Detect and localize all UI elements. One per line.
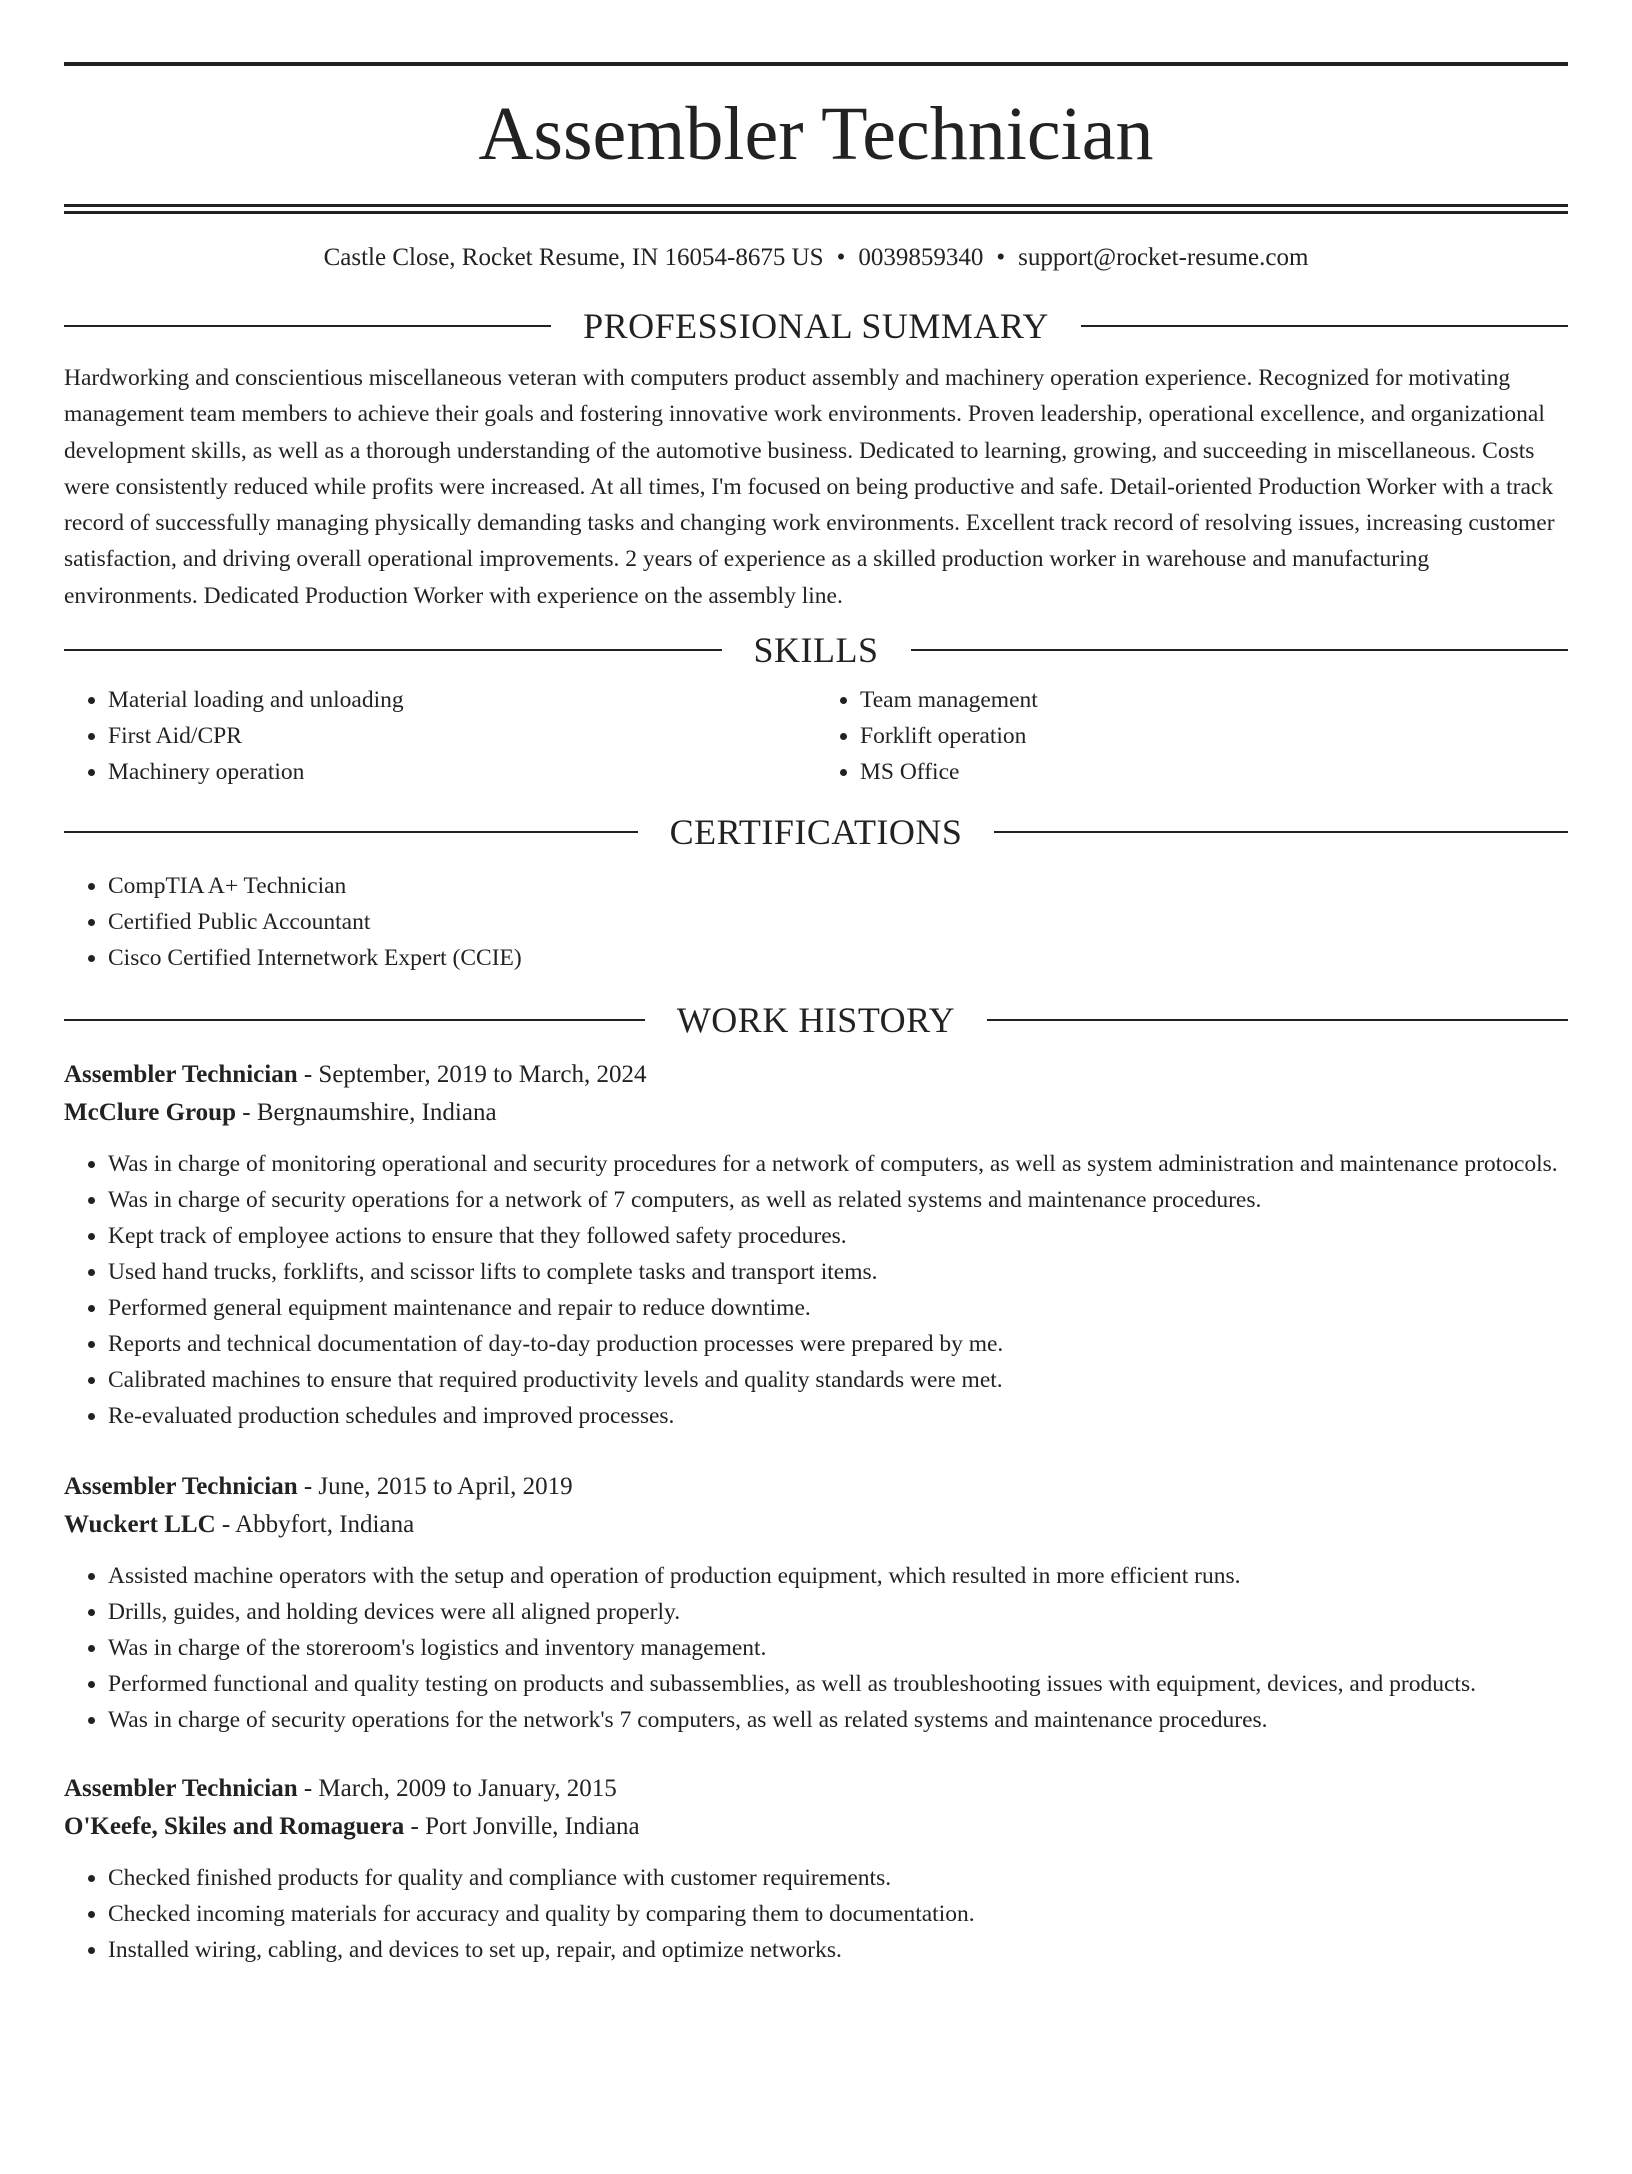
job-role-line [64, 1770, 1568, 1808]
job-dates: - June, 2015 to April, 2019 [297, 1473, 573, 1501]
job-duties-list [64, 1860, 1568, 1968]
job-company-line [64, 1808, 1568, 1846]
job-duty: • Was in charge of monitoring operational and security procedures for a network of computers, as well as system administration and maintenance protocols. [108, 1146, 1568, 1182]
job-company-line [64, 1094, 1568, 1132]
work-title: WORK HISTORY [676, 1000, 956, 1041]
job-role: Assembler Technician [64, 1061, 298, 1089]
job-role-line [64, 1056, 1568, 1094]
job-company: Wuckert LLC [64, 1511, 216, 1539]
job-location: - Bergnaumshire, Indiana [236, 1099, 497, 1127]
heading-rule [64, 649, 722, 651]
contact-separator: • [996, 244, 1006, 271]
job-duty: • Checked finished products for quality and compliance with customer requirements. [108, 1860, 1568, 1896]
skill-item: • MS Office [860, 754, 1568, 790]
summary-text: Hardworking and conscientious miscellaneous veteran with computers product assembly and machinery operation experience. Recognized for motivating management team members to achieve their goals and fostering innovative work environments. Proven leadership, operational excellence, and organizational development skills, as well as a thorough understanding of the automotive business. Dedicated to learning, growing, and succeeding in miscellaneous. Costs were consistently reduced while profits were increased. At all times, I'm focused on being productive and safe. Detail-oriented Production Worker with a track record of successfully managing physically demanding tasks and changing work environments. Excellent track record of resolving issues, increasing customer satisfaction, and driving overall operational improvements. 2 years of experience as a skilled production worker in warehouse and manufacturing environments. Dedicated Production Worker with experience on the assembly line. [64, 365, 1555, 609]
contact-separator: • [836, 244, 846, 271]
skill-item: • Forklift operation [860, 718, 1568, 754]
job-duty: • Was in charge of security operations for a network of 7 computers, as well as related systems and maintenance procedures. [108, 1182, 1568, 1218]
job-role: Assembler Technician [64, 1775, 298, 1803]
skills-right-list [816, 682, 1568, 790]
job-duty: • Was in charge of security operations for the network's 7 computers, as well as related systems and maintenance procedures. [108, 1702, 1568, 1738]
job-duty: • Used hand trucks, forklifts, and scissor lifts to complete tasks and transport items. [108, 1254, 1568, 1290]
contact-phone: 0039859340 [858, 244, 984, 271]
job-entry [64, 1468, 1568, 1738]
heading-rule [987, 1019, 1568, 1021]
work-heading [64, 998, 1568, 1042]
job-company: McClure Group [64, 1099, 236, 1127]
contact-line [64, 242, 1568, 274]
heading-rule [64, 325, 551, 327]
summary-heading [64, 304, 1568, 348]
skills-grid [64, 682, 1568, 790]
job-duty: • Performed functional and quality testing on products and subassemblies, as well as troubleshooting issues with equipment, devices, and products. [108, 1666, 1568, 1702]
job-dates: - September, 2019 to March, 2024 [297, 1061, 647, 1089]
heading-rule [1081, 325, 1568, 327]
job-entry [64, 1770, 1568, 1968]
skill-item: • Material loading and unloading [108, 682, 816, 718]
job-duty: • Assisted machine operators with the setup and operation of production equipment, which resulted in more efficient runs. [108, 1558, 1568, 1594]
job-company: O'Keefe, Skiles and Romaguera [64, 1813, 405, 1841]
skills-left-list [64, 682, 816, 790]
heading-rule [911, 649, 1569, 651]
certification-item: • CompTIA A+ Technician [108, 868, 1568, 904]
job-duty: • Checked incoming materials for accuracy and quality by comparing them to documentation. [108, 1896, 1568, 1932]
job-duty: • Performed general equipment maintenance and repair to reduce downtime. [108, 1290, 1568, 1326]
job-role-line [64, 1468, 1568, 1506]
job-dates: - March, 2009 to January, 2015 [297, 1775, 617, 1803]
resume-page [0, 62, 1632, 2174]
skill-item: • Team management [860, 682, 1568, 718]
job-duty: • Reports and technical documentation of day-to-day production processes were prepared by me. [108, 1326, 1568, 1362]
certifications-title: CERTIFICATIONS [669, 812, 963, 853]
job-duty: • Calibrated machines to ensure that required productivity levels and quality standards were met. [108, 1362, 1568, 1398]
double-rule [64, 204, 1568, 214]
job-role: Assembler Technician [64, 1473, 298, 1501]
top-rule [64, 62, 1568, 66]
job-duties-list [64, 1558, 1568, 1738]
resume-name: Assembler Technician [478, 92, 1154, 176]
heading-rule [994, 831, 1568, 833]
job-location: - Port Jonville, Indiana [404, 1813, 640, 1841]
skill-item: • First Aid/CPR [108, 718, 816, 754]
contact-email: support@rocket-resume.com [1018, 244, 1309, 271]
job-company-line [64, 1506, 1568, 1544]
job-entry [64, 1056, 1568, 1434]
job-duty: • Kept track of employee actions to ensure that they followed safety procedures. [108, 1218, 1568, 1254]
certification-item: • Cisco Certified Internetwork Expert (CCIE) [108, 940, 1568, 976]
heading-rule [64, 1019, 645, 1021]
job-duty: • Installed wiring, cabling, and devices to set up, repair, and optimize networks. [108, 1932, 1568, 1968]
certifications-list [64, 868, 1568, 976]
summary-title: PROFESSIONAL SUMMARY [583, 306, 1049, 346]
contact-address: Castle Close, Rocket Resume, IN 16054-8675 US [323, 244, 824, 271]
job-duty: • Drills, guides, and holding devices were all aligned properly. [108, 1594, 1568, 1630]
job-duties-list [64, 1146, 1568, 1434]
skill-item: • Machinery operation [108, 754, 816, 790]
job-location: - Abbyfort, Indiana [215, 1511, 415, 1539]
job-duty: • Re-evaluated production schedules and improved processes. [108, 1398, 1568, 1434]
skills-heading [64, 628, 1568, 672]
certifications-heading [64, 810, 1568, 854]
job-duty: • Was in charge of the storeroom's logistics and inventory management. [108, 1630, 1568, 1666]
certification-item: • Certified Public Accountant [108, 904, 1568, 940]
skills-title: SKILLS [753, 630, 879, 671]
heading-rule [64, 831, 638, 833]
